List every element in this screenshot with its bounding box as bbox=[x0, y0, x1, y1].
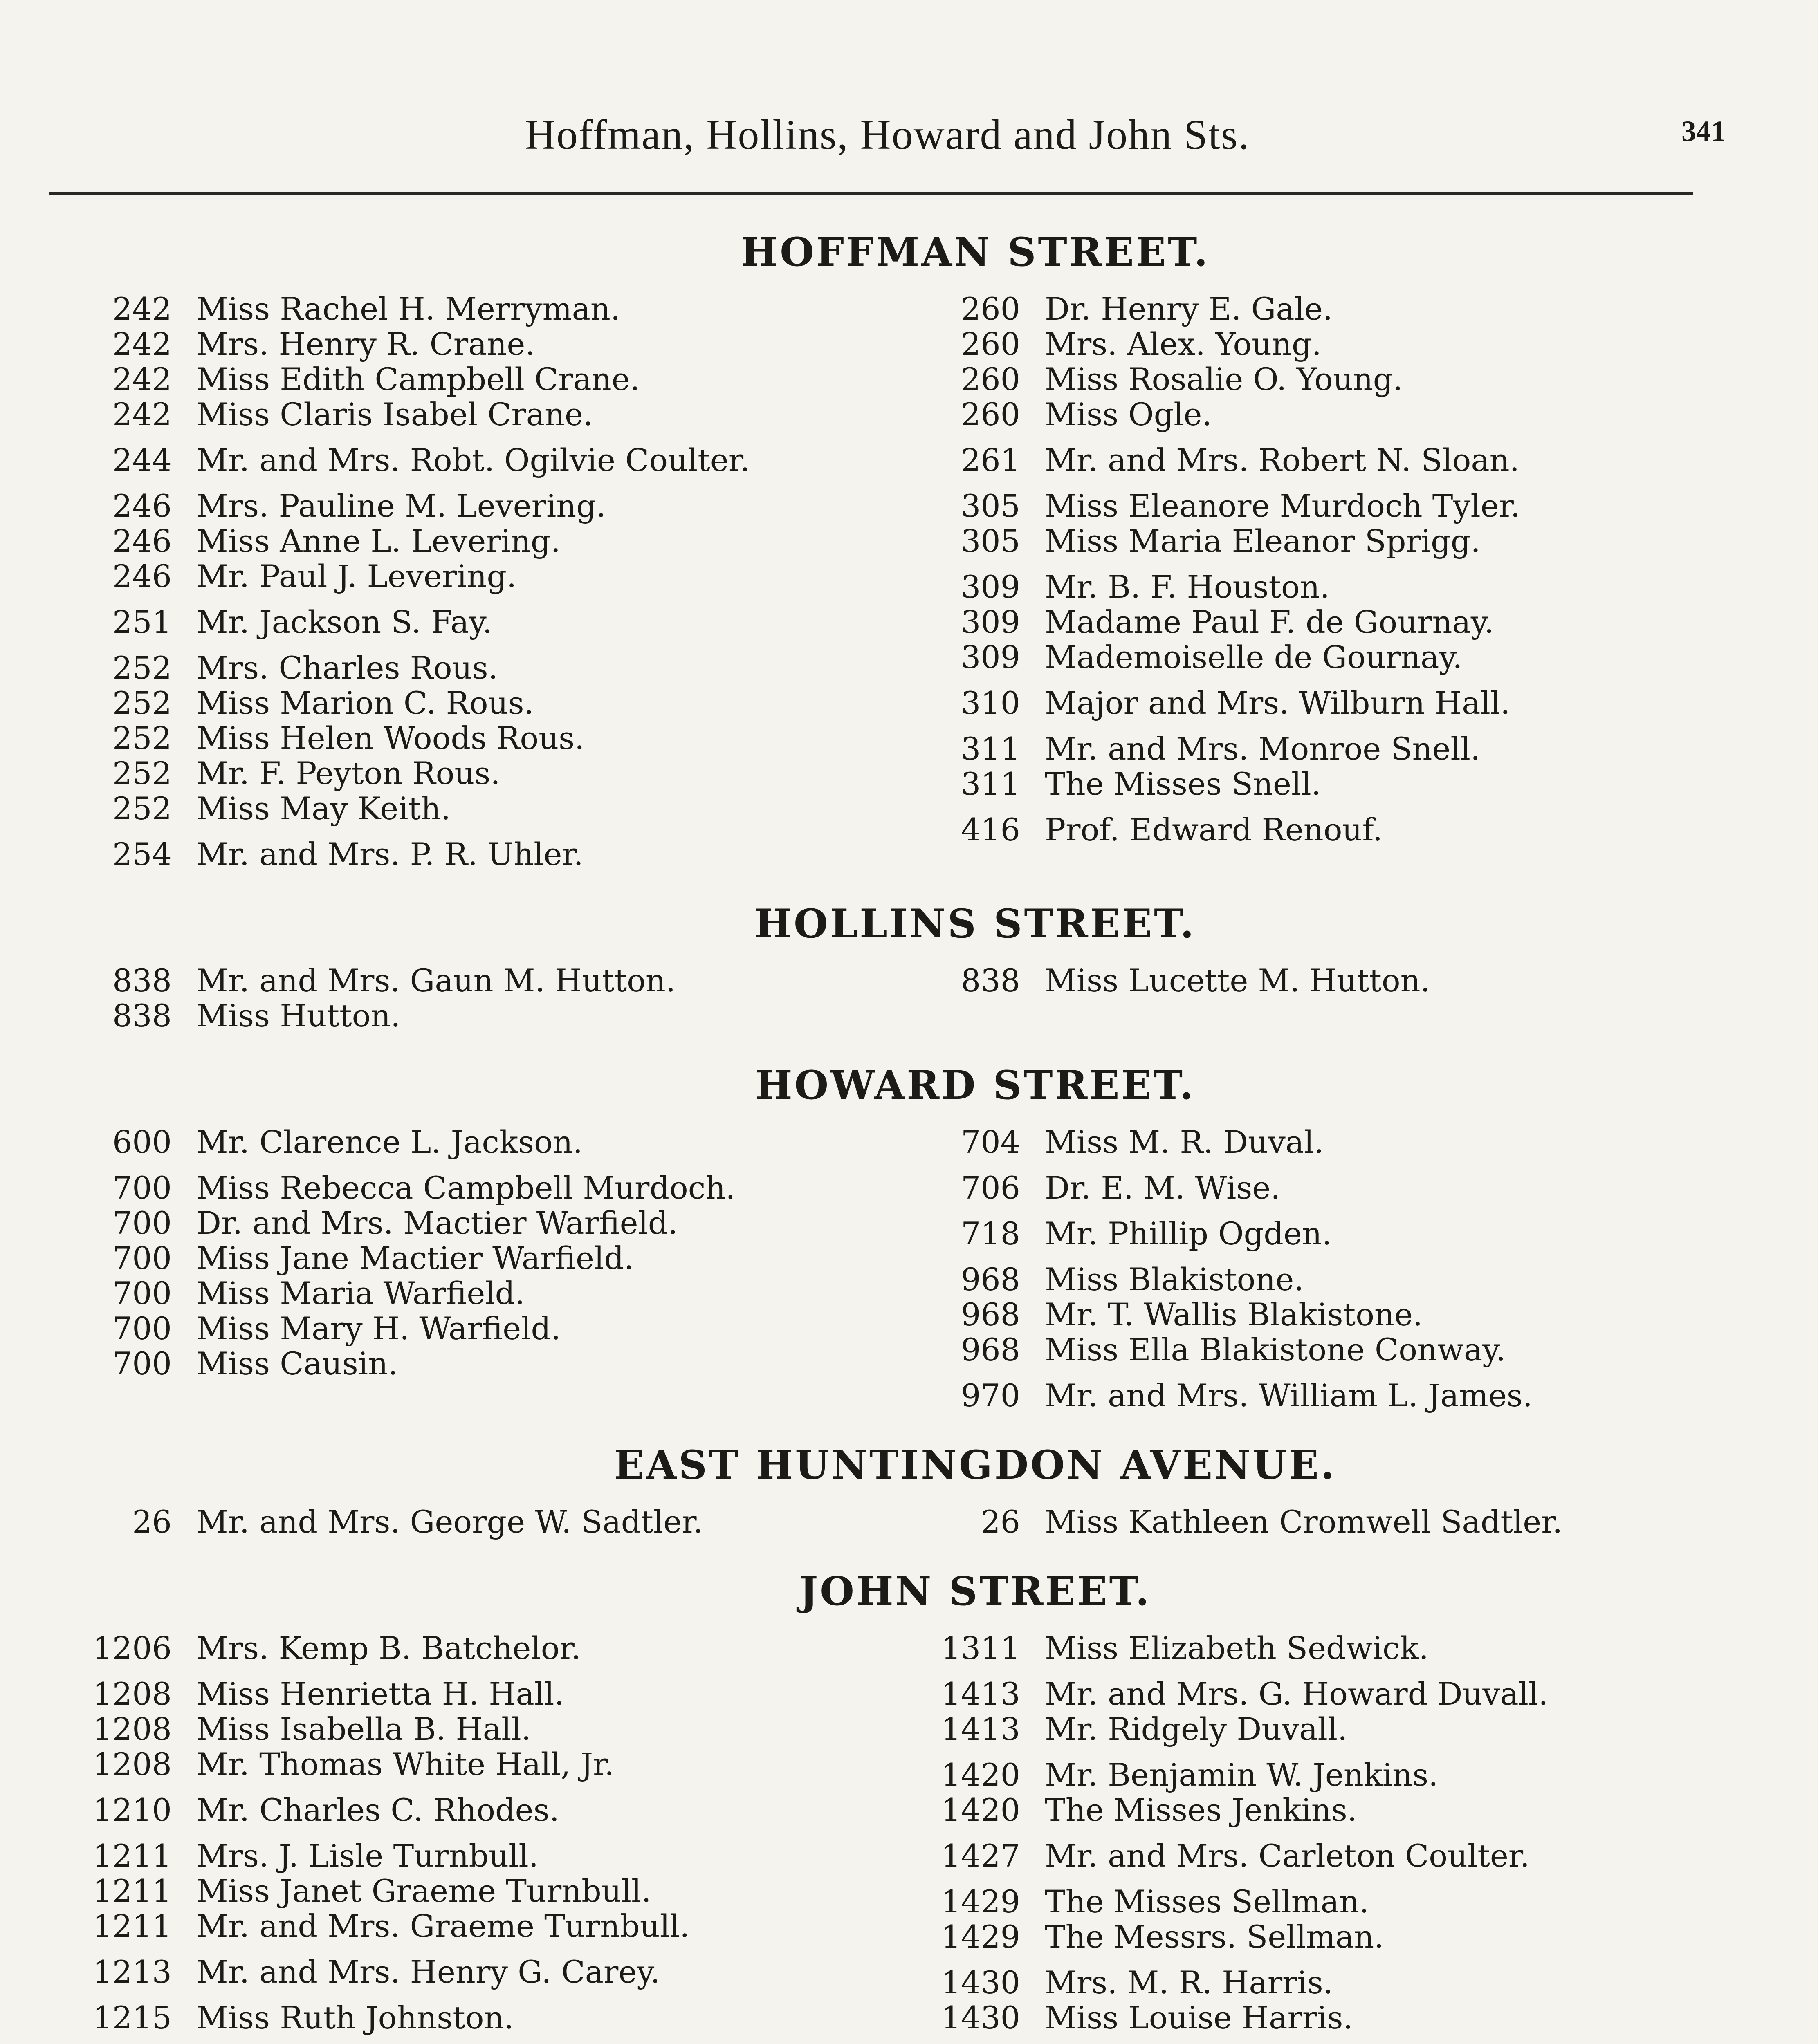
list-item bbox=[65, 721, 914, 756]
list-item bbox=[65, 1874, 914, 1909]
page-number: 341 bbox=[1681, 115, 1726, 148]
house-number: 26 bbox=[132, 1504, 172, 1540]
entry-columns bbox=[65, 1504, 1762, 1540]
house-number: 261 bbox=[961, 442, 1020, 478]
section-title: HOWARD STREET. bbox=[755, 1062, 1196, 1108]
list-item bbox=[65, 1504, 914, 1540]
house-number: 244 bbox=[112, 442, 172, 478]
resident-name: Mr. and Mrs. Graeme Turnbull. bbox=[196, 1908, 690, 1944]
list-item bbox=[65, 1125, 914, 1160]
resident-name: Miss Causin. bbox=[196, 1345, 398, 1382]
list-item bbox=[914, 1884, 1762, 1919]
resident-name: Miss Kathleen Cromwell Sadtler. bbox=[1045, 1504, 1563, 1540]
list-item bbox=[65, 1311, 914, 1346]
house-number: 1208 bbox=[92, 1676, 172, 1712]
resident-name: Mr. Paul J. Levering. bbox=[196, 558, 517, 594]
resident-name: Mrs. Alex. Young. bbox=[1045, 326, 1322, 362]
house-number: 246 bbox=[112, 523, 172, 559]
list-item bbox=[914, 963, 1762, 998]
list-item bbox=[914, 1712, 1762, 1747]
resident-name: Mr. Ridgely Duvall. bbox=[1045, 1711, 1348, 1747]
list-item bbox=[65, 791, 914, 826]
right-column bbox=[914, 1631, 1762, 2044]
resident-name: Miss Rachel H. Merryman. bbox=[196, 291, 620, 327]
list-item bbox=[914, 1125, 1762, 1160]
list-item bbox=[914, 640, 1762, 675]
resident-name: Major and Mrs. Wilburn Hall. bbox=[1045, 685, 1511, 721]
list-item bbox=[914, 1297, 1762, 1332]
entry-columns bbox=[65, 1125, 1762, 1413]
list-item bbox=[65, 2000, 914, 2035]
resident-name: Miss Jane Mactier Warfield. bbox=[196, 1240, 634, 1276]
house-number: 700 bbox=[112, 1345, 172, 1382]
resident-name: Mr. and Mrs. Robert N. Sloan. bbox=[1045, 442, 1519, 478]
list-item bbox=[65, 1747, 914, 1782]
street-section bbox=[65, 1062, 1762, 1413]
resident-name: Miss Henrietta H. Hall. bbox=[196, 1676, 564, 1712]
street-section bbox=[65, 1568, 1762, 2044]
resident-name: Miss Marion C. Rous. bbox=[196, 685, 534, 721]
running-title: Hoffman, Hollins, Howard and John Sts. bbox=[525, 111, 1250, 158]
house-number: 1420 bbox=[941, 1792, 1020, 1828]
list-item bbox=[914, 1170, 1762, 1206]
house-number: 1213 bbox=[92, 1954, 172, 1990]
resident-name: Miss Ella Blakistone Conway. bbox=[1045, 1331, 1506, 1368]
resident-name: Mrs. Henry R. Crane. bbox=[196, 326, 535, 362]
resident-name: Mr. Thomas White Hall, Jr. bbox=[196, 1746, 615, 1782]
house-number: 311 bbox=[961, 731, 1020, 767]
house-number: 1420 bbox=[941, 1757, 1020, 1793]
resident-name: Miss Elizabeth Sedwick. bbox=[1045, 1630, 1429, 1666]
resident-name: Madame Paul F. de Gournay. bbox=[1045, 604, 1494, 640]
house-number: 252 bbox=[112, 650, 172, 686]
house-number: 1208 bbox=[92, 1746, 172, 1782]
street-section bbox=[65, 1442, 1762, 1540]
right-column bbox=[914, 291, 1762, 872]
house-number: 1413 bbox=[941, 1676, 1020, 1712]
list-item bbox=[914, 397, 1762, 432]
list-item bbox=[65, 362, 914, 397]
list-item bbox=[914, 766, 1762, 802]
house-number: 968 bbox=[961, 1261, 1020, 1298]
resident-name: Miss Isabella B. Hall. bbox=[196, 1711, 531, 1747]
resident-name: Mr. and Mrs. P. R. Uhler. bbox=[196, 836, 584, 872]
list-item bbox=[65, 559, 914, 594]
list-item bbox=[914, 1965, 1762, 2000]
resident-name: Mrs. Charles Rous. bbox=[196, 650, 498, 686]
house-number: 251 bbox=[112, 604, 172, 640]
house-number: 700 bbox=[112, 1205, 172, 1241]
list-item bbox=[65, 1838, 914, 1874]
house-number: 311 bbox=[961, 766, 1020, 802]
resident-name: Mr. F. Peyton Rous. bbox=[196, 755, 501, 791]
house-number: 260 bbox=[961, 291, 1020, 327]
resident-name: Mr. and Mrs. G. Howard Duvall. bbox=[1045, 1676, 1549, 1712]
resident-name: Miss May Keith. bbox=[196, 790, 451, 827]
list-item bbox=[65, 1276, 914, 1311]
list-item bbox=[65, 605, 914, 640]
house-number: 718 bbox=[961, 1215, 1020, 1252]
resident-name: Prof. Edward Renouf. bbox=[1045, 811, 1383, 848]
resident-name: Mr. Jackson S. Fay. bbox=[196, 604, 492, 640]
list-item bbox=[65, 650, 914, 686]
header-rule bbox=[49, 192, 1693, 195]
resident-name: The Misses Jenkins. bbox=[1045, 1792, 1357, 1828]
house-number: 242 bbox=[112, 396, 172, 433]
resident-name: Miss Blakistone. bbox=[1045, 1261, 1304, 1298]
resident-name: Mrs. Pauline M. Levering. bbox=[196, 488, 606, 524]
house-number: 309 bbox=[961, 604, 1020, 640]
right-column bbox=[914, 963, 1762, 1033]
resident-name: Mr. and Mrs. George W. Sadtler. bbox=[196, 1504, 703, 1540]
section-title: JOHN STREET. bbox=[799, 1568, 1151, 1614]
resident-name: Mr. Benjamin W. Jenkins. bbox=[1045, 1757, 1439, 1793]
right-column bbox=[914, 1504, 1762, 1540]
resident-name: Miss Maria Eleanor Sprigg. bbox=[1045, 523, 1481, 559]
list-item bbox=[914, 291, 1762, 327]
house-number: 1208 bbox=[92, 1711, 172, 1747]
list-item bbox=[914, 489, 1762, 524]
section-title: HOLLINS STREET. bbox=[754, 901, 1196, 947]
house-number: 838 bbox=[112, 997, 172, 1034]
house-number: 305 bbox=[961, 523, 1020, 559]
section-title: HOFFMAN STREET. bbox=[741, 229, 1210, 275]
section-title: EAST HUNTINGDON AVENUE. bbox=[614, 1442, 1337, 1488]
resident-name: Mr. Charles C. Rhodes. bbox=[196, 1792, 559, 1828]
list-item bbox=[914, 569, 1762, 605]
left-column bbox=[65, 963, 914, 1033]
list-item bbox=[65, 443, 914, 478]
resident-name: Dr. Henry E. Gale. bbox=[1045, 291, 1333, 327]
list-item bbox=[65, 1793, 914, 1828]
house-number: 26 bbox=[981, 1504, 1020, 1540]
resident-name: Mr. and Mrs. Robt. Ogilvie Coulter. bbox=[196, 442, 750, 478]
left-column bbox=[65, 1504, 914, 1540]
left-column bbox=[65, 1631, 914, 2044]
left-column bbox=[65, 1125, 914, 1413]
house-number: 252 bbox=[112, 720, 172, 756]
house-number: 310 bbox=[961, 685, 1020, 721]
resident-name: Mr. and Mrs. Henry G. Carey. bbox=[196, 1954, 660, 1990]
resident-name: Miss Ogle. bbox=[1045, 396, 1212, 433]
house-number: 305 bbox=[961, 488, 1020, 524]
list-item bbox=[914, 1378, 1762, 1413]
house-number: 1211 bbox=[92, 1873, 172, 1909]
house-number: 1413 bbox=[941, 1711, 1020, 1747]
house-number: 242 bbox=[112, 291, 172, 327]
list-item bbox=[914, 327, 1762, 362]
list-item bbox=[914, 1676, 1762, 1712]
house-number: 704 bbox=[961, 1124, 1020, 1160]
house-number: 260 bbox=[961, 396, 1020, 433]
resident-name: The Misses Snell. bbox=[1045, 766, 1321, 802]
house-number: 838 bbox=[961, 962, 1020, 999]
resident-name: Mr. Phillip Ogden. bbox=[1045, 1215, 1332, 1252]
resident-name: Miss Anne L. Levering. bbox=[196, 523, 561, 559]
list-item bbox=[914, 1631, 1762, 1666]
house-number: 968 bbox=[961, 1296, 1020, 1333]
list-item bbox=[914, 1332, 1762, 1367]
list-item bbox=[65, 1631, 914, 1666]
resident-name: Mr. and Mrs. Gaun M. Hutton. bbox=[196, 962, 676, 999]
house-number: 1429 bbox=[941, 1883, 1020, 1920]
house-number: 1206 bbox=[92, 1630, 172, 1666]
list-item bbox=[914, 731, 1762, 766]
list-item bbox=[65, 837, 914, 872]
resident-name: Miss Lucette M. Hutton. bbox=[1045, 962, 1430, 999]
list-item bbox=[65, 963, 914, 998]
directory-content bbox=[65, 229, 1762, 2044]
resident-name: Miss M. R. Duval. bbox=[1045, 1124, 1324, 1160]
list-item bbox=[914, 362, 1762, 397]
entry-columns bbox=[65, 291, 1762, 872]
resident-name: Miss Claris Isabel Crane. bbox=[196, 396, 593, 433]
list-item bbox=[65, 291, 914, 327]
house-number: 242 bbox=[112, 326, 172, 362]
page-header bbox=[49, 102, 1726, 164]
house-number: 252 bbox=[112, 685, 172, 721]
list-item bbox=[65, 1954, 914, 1990]
list-item bbox=[914, 2000, 1762, 2035]
list-item bbox=[914, 812, 1762, 847]
resident-name: Mademoiselle de Gournay. bbox=[1045, 639, 1463, 675]
resident-name: Miss Helen Woods Rous. bbox=[196, 720, 585, 756]
resident-name: Miss Louise Harris. bbox=[1045, 1999, 1353, 2036]
resident-name: Mr. B. F. Houston. bbox=[1045, 569, 1330, 605]
list-item bbox=[65, 1346, 914, 1381]
list-item bbox=[914, 1216, 1762, 1251]
resident-name: Miss Ruth Johnston. bbox=[196, 1999, 514, 2036]
house-number: 1430 bbox=[941, 1999, 1020, 2036]
house-number: 970 bbox=[961, 1377, 1020, 1414]
street-section bbox=[65, 901, 1762, 1033]
resident-name: Miss Rebecca Campbell Murdoch. bbox=[196, 1170, 736, 1206]
list-item bbox=[914, 1504, 1762, 1540]
resident-name: Mrs. M. R. Harris. bbox=[1045, 1964, 1333, 2001]
house-number: 309 bbox=[961, 569, 1020, 605]
resident-name: Miss Rosalie O. Young. bbox=[1045, 361, 1403, 397]
house-number: 1211 bbox=[92, 1838, 172, 1874]
list-item bbox=[65, 1712, 914, 1747]
list-item bbox=[65, 1241, 914, 1276]
house-number: 968 bbox=[961, 1331, 1020, 1368]
resident-name: Dr. and Mrs. Mactier Warfield. bbox=[196, 1205, 678, 1241]
entry-columns bbox=[65, 1631, 1762, 2044]
house-number: 260 bbox=[961, 326, 1020, 362]
resident-name: Miss Mary H. Warfield. bbox=[196, 1310, 561, 1347]
list-item bbox=[914, 605, 1762, 640]
house-number: 260 bbox=[961, 361, 1020, 397]
resident-name: Miss Eleanore Murdoch Tyler. bbox=[1045, 488, 1520, 524]
resident-name: The Messrs. Sellman. bbox=[1045, 1918, 1384, 1955]
house-number: 700 bbox=[112, 1310, 172, 1347]
resident-name: Mr. and Mrs. William L. James. bbox=[1045, 1377, 1533, 1414]
list-item bbox=[65, 756, 914, 791]
resident-name: Mr. Clarence L. Jackson. bbox=[196, 1124, 583, 1160]
resident-name: Mrs. J. Lisle Turnbull. bbox=[196, 1838, 539, 1874]
list-item bbox=[65, 1206, 914, 1241]
house-number: 242 bbox=[112, 361, 172, 397]
right-column bbox=[914, 1125, 1762, 1413]
list-item bbox=[65, 524, 914, 559]
list-item bbox=[914, 1262, 1762, 1297]
house-number: 252 bbox=[112, 755, 172, 791]
house-number: 1215 bbox=[92, 1999, 172, 2036]
resident-name: Mr. and Mrs. Carleton Coulter. bbox=[1045, 1838, 1530, 1874]
list-item bbox=[65, 686, 914, 721]
house-number: 246 bbox=[112, 558, 172, 594]
resident-name: Miss Janet Graeme Turnbull. bbox=[196, 1873, 651, 1909]
entry-columns bbox=[65, 963, 1762, 1033]
resident-name: Mrs. Kemp B. Batchelor. bbox=[196, 1630, 581, 1666]
house-number: 246 bbox=[112, 488, 172, 524]
list-item bbox=[914, 1757, 1762, 1793]
left-column bbox=[65, 291, 914, 872]
resident-name: Mr. T. Wallis Blakistone. bbox=[1045, 1296, 1423, 1333]
list-item bbox=[914, 1838, 1762, 1874]
list-item bbox=[65, 1909, 914, 1944]
list-item bbox=[914, 686, 1762, 721]
list-item bbox=[65, 998, 914, 1033]
resident-name: The Misses Sellman. bbox=[1045, 1883, 1369, 1920]
list-item bbox=[65, 327, 914, 362]
list-item bbox=[65, 1676, 914, 1712]
resident-name: Mr. and Mrs. Monroe Snell. bbox=[1045, 731, 1481, 767]
house-number: 254 bbox=[112, 836, 172, 872]
list-item bbox=[65, 1170, 914, 1206]
house-number: 706 bbox=[961, 1170, 1020, 1206]
house-number: 309 bbox=[961, 639, 1020, 675]
house-number: 1430 bbox=[941, 1964, 1020, 2001]
house-number: 700 bbox=[112, 1170, 172, 1206]
house-number: 1210 bbox=[92, 1792, 172, 1828]
house-number: 416 bbox=[961, 811, 1020, 848]
house-number: 1427 bbox=[941, 1838, 1020, 1874]
list-item bbox=[914, 443, 1762, 478]
list-item bbox=[65, 489, 914, 524]
list-item bbox=[914, 1919, 1762, 1954]
list-item bbox=[914, 1793, 1762, 1828]
house-number: 838 bbox=[112, 962, 172, 999]
resident-name: Miss Edith Campbell Crane. bbox=[196, 361, 640, 397]
house-number: 700 bbox=[112, 1240, 172, 1276]
resident-name: Dr. E. M. Wise. bbox=[1045, 1170, 1281, 1206]
resident-name: Miss Hutton. bbox=[196, 997, 401, 1034]
list-item bbox=[65, 397, 914, 432]
house-number: 700 bbox=[112, 1275, 172, 1311]
house-number: 600 bbox=[112, 1124, 172, 1160]
list-item bbox=[914, 524, 1762, 559]
house-number: 1211 bbox=[92, 1908, 172, 1944]
house-number: 252 bbox=[112, 790, 172, 827]
street-section bbox=[65, 229, 1762, 872]
house-number: 1429 bbox=[941, 1918, 1020, 1955]
house-number: 1311 bbox=[941, 1630, 1020, 1666]
resident-name: Miss Maria Warfield. bbox=[196, 1275, 525, 1311]
